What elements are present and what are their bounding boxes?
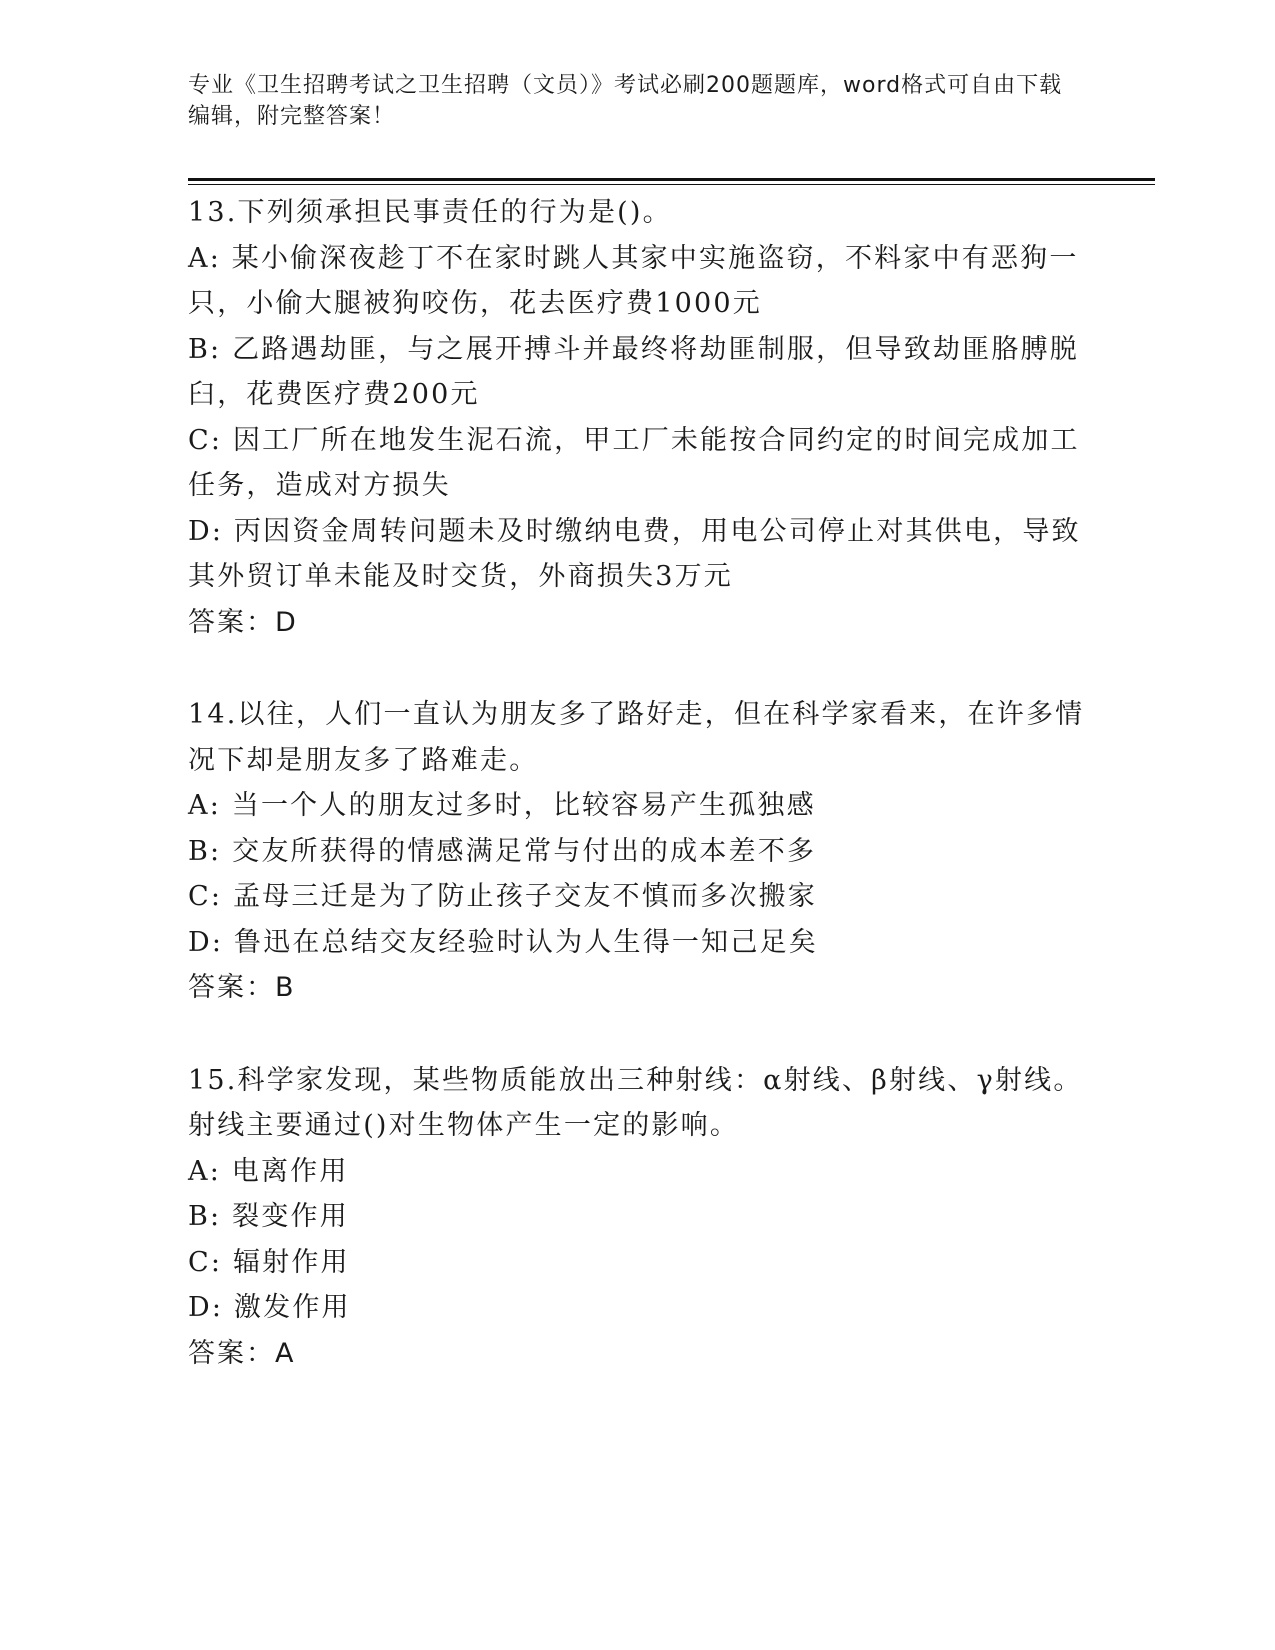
question-list <box>188 190 1088 1423</box>
option-d: D: 鲁迅在总结交友经验时认为人生得一知己足矣 <box>188 926 818 958</box>
answer-label: 答案：A <box>188 1337 296 1369</box>
option-c: C: 孟母三迁是为了防止孩子交友不慎而多次搬家 <box>188 881 817 912</box>
question-14 <box>188 692 1088 1011</box>
option-b: B: 交友所获得的情感满足常与付出的成本差不多 <box>188 835 817 867</box>
option-a: A: 电离作用 <box>188 1155 349 1187</box>
option-d: D: 激发作用 <box>188 1292 351 1323</box>
header-divider-thick <box>188 178 1155 181</box>
question-15 <box>188 1058 1088 1377</box>
header-divider-thin <box>188 184 1155 185</box>
question-stem: 14.以往，人们一直认为朋友多了路好走，但在科学家看来，在许多情况下却是朋友多了路难走。 <box>188 699 1085 776</box>
option-c: C: 辐射作用 <box>188 1246 350 1278</box>
option-d: D: 丙因资金周转问题未及时缴纳电费，用电公司停止对其供电，导致其外贸订单未能及时交货，外商损失3万元 <box>188 515 1081 592</box>
option-c: C: 因工厂所在地发生泥石流，甲工厂未能按合同约定的时间完成加工任务，造成对方损失 <box>188 424 1080 501</box>
option-b: B: 乙路遇劫匪，与之展开搏斗并最终将劫匪制服，但导致劫匪胳膊脱臼，花费医疗费200元 <box>188 333 1079 410</box>
document-header: 专业《卫生招聘考试之卫生招聘（文员）》考试必刷200题题库，word格式可自由下载编辑，附完整答案！ <box>188 73 1063 129</box>
answer-label: 答案：D <box>188 606 298 638</box>
answer-label: 答案：B <box>188 972 296 1003</box>
option-b: B: 裂变作用 <box>188 1201 349 1232</box>
option-a: A: 当一个人的朋友过多时，比较容易产生孤独感 <box>188 790 816 821</box>
question-13 <box>188 190 1088 645</box>
question-stem: 13.下列须承担民事责任的行为是()。 <box>188 197 672 228</box>
question-stem: 15.科学家发现，某些物质能放出三种射线：α射线、β射线、γ射线。射线主要通过()对生物体产生一定的影响。 <box>188 1064 1083 1141</box>
option-a: A: 某小偷深夜趁丁不在家时跳人其家中实施盗窃，不料家中有恶狗一只，小偷大腿被狗咬伤，花去医疗费1000元 <box>188 242 1079 319</box>
